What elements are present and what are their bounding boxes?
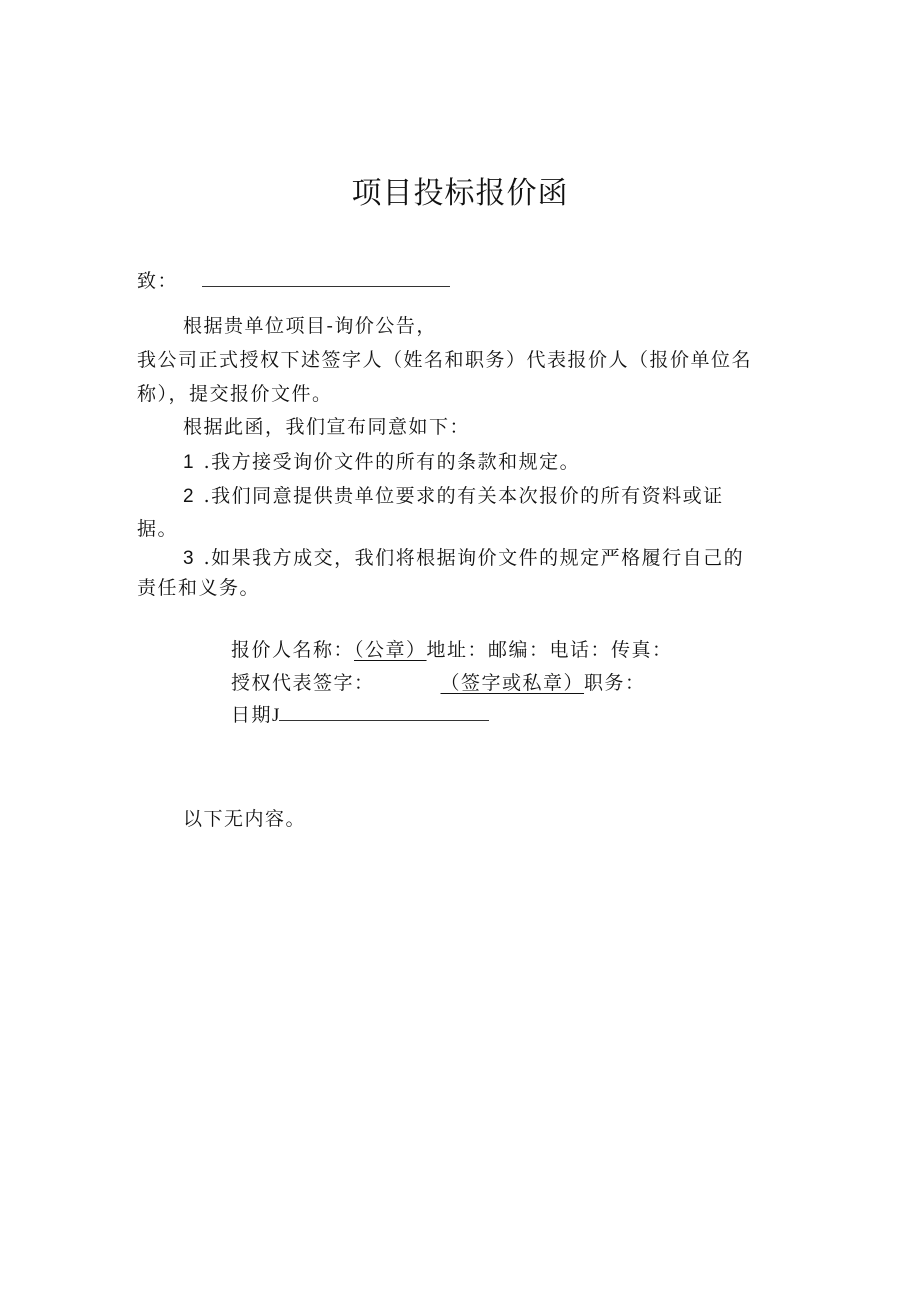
item-text: .我方接受询价文件的所有的条款和规定。 bbox=[203, 451, 581, 473]
position-label: 职务： bbox=[584, 672, 646, 694]
item-number: 2 bbox=[183, 486, 194, 507]
end-note: 以下无内容。 bbox=[183, 808, 307, 830]
list-item bbox=[183, 483, 724, 510]
paragraph-authorization: 我公司正式授权下述签字人（姓名和职务）代表报价人（报价单位名 bbox=[137, 349, 753, 371]
seal-field: （公章） bbox=[354, 639, 427, 661]
item-continuation: 据。 bbox=[137, 518, 179, 540]
item-continuation: 责任和义务。 bbox=[137, 577, 261, 599]
item-text: .如果我方成交，我们将根据询价文件的规定严格履行自己的 bbox=[203, 547, 745, 569]
document-title: 项目投标报价函 bbox=[351, 176, 569, 211]
paragraph-agreement: 根据此函，我们宣布同意如下： bbox=[183, 416, 471, 438]
list-item bbox=[183, 449, 580, 476]
contact-labels: 地址：邮编：电话：传真： bbox=[426, 639, 673, 661]
item-number: 3 bbox=[183, 548, 194, 569]
paragraph-authorization-cont: 称），提交报价文件。 bbox=[137, 383, 333, 405]
date-blank bbox=[279, 702, 489, 721]
bidder-name-line bbox=[231, 637, 673, 663]
paragraph-intro: 根据贵单位项目-询价公告， bbox=[183, 315, 437, 337]
item-text: .我们同意提供贵单位要求的有关本次报价的所有资料或证 bbox=[203, 485, 724, 507]
recipient-label: 致： bbox=[137, 270, 179, 292]
signature-field: （签字或私章） bbox=[440, 672, 585, 694]
item-number: 1 bbox=[183, 452, 194, 473]
recipient-line bbox=[137, 268, 450, 294]
date-label: 日期 bbox=[231, 704, 273, 726]
representative-line bbox=[231, 670, 646, 696]
date-line bbox=[231, 702, 489, 729]
list-item bbox=[183, 545, 744, 572]
bidder-label: 报价人名称： bbox=[231, 639, 355, 661]
date-glyph: J bbox=[272, 705, 280, 726]
representative-label: 授权代表签字： bbox=[231, 672, 375, 694]
recipient-blank bbox=[202, 268, 450, 287]
